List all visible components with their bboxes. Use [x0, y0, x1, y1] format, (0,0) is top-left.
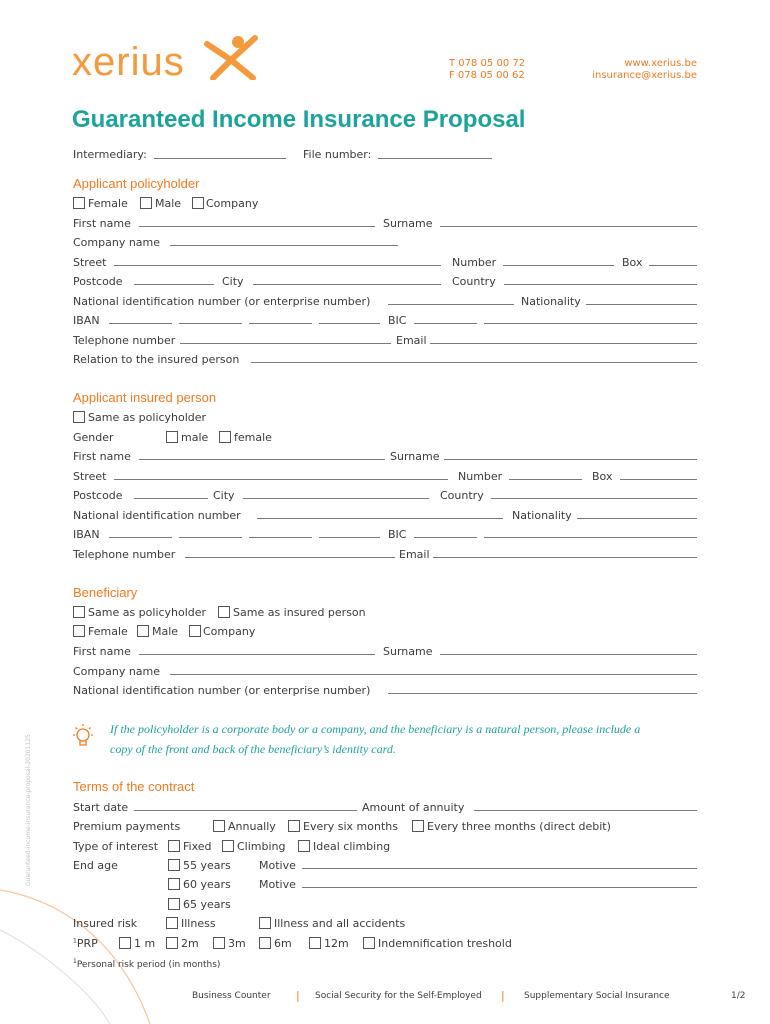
ideal-checkbox[interactable] — [298, 840, 310, 852]
motive-field-2[interactable] — [302, 887, 697, 888]
ins-gender-label: Gender — [73, 431, 114, 444]
ben-female-checkbox[interactable] — [73, 625, 85, 637]
beneficiary-heading: Beneficiary — [73, 585, 138, 600]
page-title: Guaranteed Income Insurance Proposal — [72, 106, 526, 133]
ph-telephone-field[interactable] — [180, 343, 391, 344]
footnote — [73, 958, 220, 970]
footer-separator-2: | — [501, 989, 505, 1002]
ph-bic-field-2[interactable] — [484, 323, 697, 324]
ins-box-field[interactable] — [620, 479, 697, 480]
logo — [72, 40, 185, 85]
motive-label-1: Motive — [259, 859, 296, 872]
ben-company-checkbox[interactable] — [189, 625, 201, 637]
ph-national-id-field[interactable] — [388, 304, 514, 305]
ben-company-name-field[interactable] — [170, 674, 697, 675]
ph-male-label: Male — [155, 197, 182, 210]
three-months-checkbox[interactable] — [412, 820, 424, 832]
ph-email-label: Email — [396, 334, 427, 347]
ins-surname-field[interactable] — [444, 459, 697, 460]
ins-email-label: Email — [399, 548, 430, 561]
ben-male-checkbox[interactable] — [137, 625, 149, 637]
ins-city-label: City — [213, 489, 235, 502]
ph-nationality-field[interactable] — [586, 304, 697, 305]
footnote-mark: 1 — [73, 958, 77, 965]
ben-female-label: Female — [88, 625, 128, 638]
ideal-label: Ideal climbing — [313, 840, 391, 853]
ins-telephone-label: Telephone number — [73, 548, 176, 561]
start-date-label: Start date — [73, 801, 129, 814]
three-months-label: Every three months (direct debit) — [427, 820, 611, 833]
age60-checkbox[interactable] — [168, 878, 180, 890]
ph-number-field[interactable] — [503, 265, 614, 266]
footer-social-security: Social Security for the Self-Employed — [315, 991, 482, 1001]
ph-male-checkbox[interactable] — [140, 197, 152, 209]
ins-number-label: Number — [458, 470, 503, 483]
ph-iban-label: IBAN — [73, 314, 100, 327]
age60-label: 60 years — [183, 878, 231, 891]
fax: F 078 05 00 62 — [449, 70, 525, 81]
ph-box-field[interactable] — [649, 265, 697, 266]
ins-nationality-field[interactable] — [577, 518, 697, 519]
prp-label — [73, 937, 98, 950]
ph-bic-label: BIC — [388, 314, 407, 327]
ins-male-label: male — [181, 431, 209, 444]
website-link[interactable]: www.xerius.be — [624, 58, 697, 69]
page-number: 1/2 — [731, 991, 746, 1001]
ins-city-field[interactable] — [243, 498, 429, 499]
ben-surname-label: Surname — [383, 645, 433, 658]
ph-iban-field-3[interactable] — [249, 323, 312, 324]
ins-female-checkbox[interactable] — [219, 431, 231, 443]
lightbulb-icon — [70, 722, 96, 750]
age55-checkbox[interactable] — [168, 859, 180, 871]
motive-label-2: Motive — [259, 878, 296, 891]
note-line-2: copy of the front and back of the beneficiary’s identity card. — [110, 742, 396, 756]
interest-label: Type of interest — [73, 840, 159, 853]
ins-national-id-label: National identification number — [73, 509, 241, 522]
ben-national-id-field[interactable] — [388, 693, 697, 694]
ins-female-label: female — [234, 431, 272, 444]
prp-1m-checkbox[interactable] — [119, 937, 131, 949]
policyholder-heading: Applicant policyholder — [73, 176, 200, 191]
ph-postcode-field[interactable] — [134, 284, 214, 285]
prp-footnote-mark: 1 — [73, 937, 77, 945]
ins-iban-label: IBAN — [73, 528, 100, 541]
ph-surname-field[interactable] — [440, 226, 697, 227]
ph-country-label: Country — [452, 275, 496, 288]
file-number-label: File number: — [303, 148, 372, 161]
note-line-1: If the policyholder is a corporate body or a company, and the beneficiary is a natural person, please include a — [110, 722, 641, 736]
ph-city-label: City — [222, 275, 244, 288]
ph-country-field[interactable] — [504, 284, 697, 285]
ph-nationality-label: Nationality — [521, 295, 581, 308]
intermediary-label: Intermediary: — [73, 148, 147, 161]
start-date-field[interactable] — [134, 810, 357, 811]
logo-figure-icon — [203, 34, 259, 80]
illness-accidents-label: Illness and all accidents — [274, 917, 406, 930]
ph-postcode-label: Postcode — [73, 275, 123, 288]
end-age-label: End age — [73, 859, 118, 872]
ins-first-name-field[interactable] — [139, 459, 385, 460]
footer-supplementary: Supplementary Social Insurance — [524, 991, 670, 1001]
ins-iban-field-3[interactable] — [249, 537, 312, 538]
motive-field-1[interactable] — [302, 868, 697, 869]
ben-company-label: Company — [203, 625, 256, 638]
ph-box-label: Box — [622, 256, 643, 269]
ben-same-policyholder-checkbox[interactable] — [73, 606, 85, 618]
ins-iban-field-1[interactable] — [109, 537, 172, 538]
ph-iban-field-4[interactable] — [319, 323, 380, 324]
fixed-label: Fixed — [183, 840, 212, 853]
ben-male-label: Male — [152, 625, 179, 638]
ph-company-label: Company — [206, 197, 259, 210]
indemnification-label: Indemnification treshold — [378, 937, 512, 950]
prp-6m-checkbox[interactable] — [259, 937, 271, 949]
ph-iban-field-1[interactable] — [109, 323, 172, 324]
ben-surname-field[interactable] — [440, 654, 697, 655]
ins-same-label: Same as policyholder — [88, 411, 207, 424]
climbing-label: Climbing — [237, 840, 286, 853]
footnote-text: Personal risk period (in months) — [76, 960, 221, 970]
annually-checkbox[interactable] — [213, 820, 225, 832]
ben-same-insured-label: Same as insured person — [233, 606, 366, 619]
intermediary-field[interactable] — [154, 158, 286, 159]
ben-national-id-label: National identification number (or enterprise number) — [73, 684, 371, 697]
six-months-checkbox[interactable] — [288, 820, 300, 832]
ph-number-label: Number — [452, 256, 497, 269]
ph-bic-field-1[interactable] — [414, 323, 477, 324]
web-contact — [560, 58, 697, 82]
prp-12m-label: 12m — [324, 937, 349, 950]
prp-2m-checkbox[interactable] — [166, 937, 178, 949]
ins-country-label: Country — [440, 489, 484, 502]
ins-national-id-field[interactable] — [257, 518, 503, 519]
ph-first-name-label: First name — [73, 217, 131, 230]
footer-business-counter: Business Counter — [192, 991, 271, 1001]
ph-female-label: Female — [88, 197, 128, 210]
ins-surname-label: Surname — [390, 450, 440, 463]
ph-first-name-field[interactable] — [139, 226, 375, 227]
phone: T 078 05 00 72 — [449, 58, 526, 69]
ins-first-name-label: First name — [73, 450, 131, 463]
age65-label: 65 years — [183, 898, 231, 911]
terms-heading: Terms of the contract — [73, 779, 195, 794]
ins-same-checkbox[interactable] — [73, 411, 85, 423]
prp-6m-label: 6m — [274, 937, 292, 950]
ph-iban-field-2[interactable] — [179, 323, 242, 324]
ins-bic-label: BIC — [388, 528, 407, 541]
ins-postcode-field[interactable] — [134, 498, 208, 499]
ben-same-policyholder-label: Same as policyholder — [88, 606, 207, 619]
logo-text: xerius — [72, 40, 185, 84]
premium-label: Premium payments — [73, 820, 181, 833]
climbing-checkbox[interactable] — [222, 840, 234, 852]
ph-female-checkbox[interactable] — [73, 197, 85, 209]
age55-label: 55 years — [183, 859, 231, 872]
age65-checkbox[interactable] — [168, 898, 180, 910]
ins-country-field[interactable] — [491, 498, 697, 499]
prp-text: PRP — [76, 937, 98, 950]
ph-city-field[interactable] — [253, 284, 441, 285]
ph-surname-label: Surname — [383, 217, 433, 230]
insured-heading: Applicant insured person — [73, 390, 217, 405]
six-months-label: Every six months — [303, 820, 398, 833]
ph-relation-field[interactable] — [251, 362, 697, 363]
ben-same-insured-checkbox[interactable] — [218, 606, 230, 618]
ben-first-name-label: First name — [73, 645, 131, 658]
illness-accidents-checkbox[interactable] — [259, 917, 271, 929]
ph-telephone-label: Telephone number — [73, 334, 176, 347]
prp-1m-label: 1 m — [134, 937, 156, 950]
amount-field[interactable] — [474, 810, 697, 811]
ins-box-label: Box — [592, 470, 613, 483]
file-number-field[interactable] — [378, 158, 492, 159]
ph-street-label: Street — [73, 256, 107, 269]
email-link[interactable]: insurance@xerius.be — [592, 70, 697, 81]
prp-2m-label: 2m — [181, 937, 199, 950]
prp-3m-label: 3m — [228, 937, 246, 950]
footer-separator-1: | — [296, 989, 300, 1002]
ins-number-field[interactable] — [509, 479, 582, 480]
ins-nationality-label: Nationality — [512, 509, 572, 522]
ph-company-checkbox[interactable] — [192, 197, 204, 209]
ins-street-label: Street — [73, 470, 107, 483]
ben-first-name-field[interactable] — [139, 654, 375, 655]
ins-telephone-field[interactable] — [185, 557, 395, 558]
fixed-checkbox[interactable] — [168, 840, 180, 852]
ben-company-name-label: Company name — [73, 665, 161, 678]
ph-street-field[interactable] — [114, 265, 441, 266]
ins-bic-field-1[interactable] — [414, 537, 477, 538]
ph-company-name-field[interactable] — [170, 245, 398, 246]
ins-postcode-label: Postcode — [73, 489, 123, 502]
prp-12m-checkbox[interactable] — [309, 937, 321, 949]
ins-male-checkbox[interactable] — [166, 431, 178, 443]
ins-iban-field-2[interactable] — [179, 537, 242, 538]
illness-label: Illness — [181, 917, 216, 930]
prp-3m-checkbox[interactable] — [213, 937, 225, 949]
ph-relation-label: Relation to the insured person — [73, 353, 240, 366]
indemnification-checkbox[interactable] — [363, 937, 375, 949]
ph-national-id-label: National identification number (or enterprise number) — [73, 295, 371, 308]
illness-checkbox[interactable] — [166, 917, 178, 929]
ph-email-field[interactable] — [430, 343, 697, 344]
ins-street-field[interactable] — [114, 479, 448, 480]
ph-company-name-label: Company name — [73, 236, 161, 249]
phone-fax — [449, 58, 525, 82]
ins-bic-field-2[interactable] — [484, 537, 697, 538]
document-code: Guaranteed-income-insurance-proposal-20201125 — [25, 734, 32, 886]
annually-label: Annually — [228, 820, 276, 833]
risk-label: Insured risk — [73, 917, 138, 930]
ins-iban-field-4[interactable] — [319, 537, 380, 538]
identity-card-note — [110, 719, 640, 759]
amount-label: Amount of annuity — [362, 801, 465, 814]
ins-email-field[interactable] — [433, 557, 697, 558]
